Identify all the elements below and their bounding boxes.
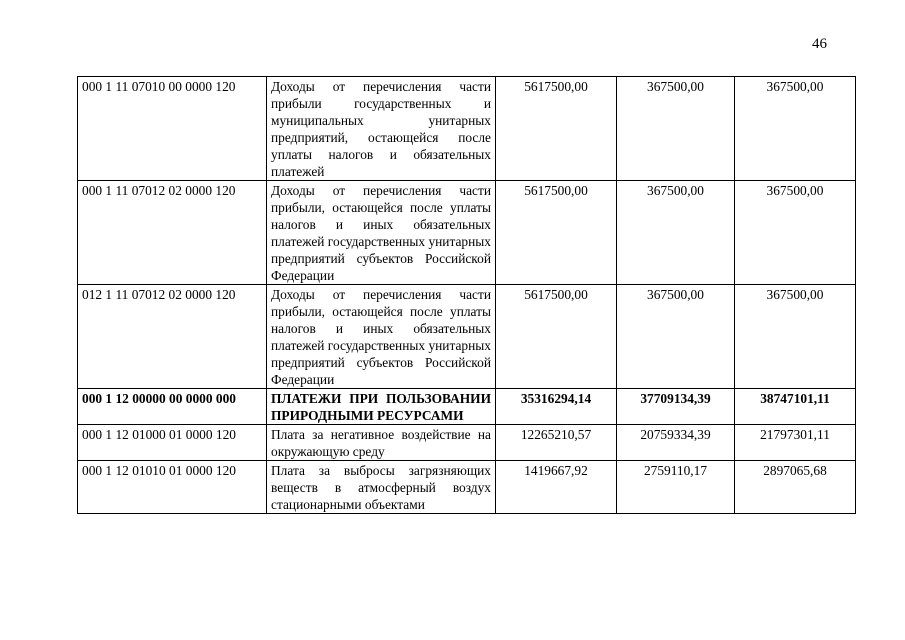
amount-year-3: 38747101,11 xyxy=(735,389,856,425)
amount-year-3: 367500,00 xyxy=(735,181,856,285)
budget-table-body xyxy=(78,77,856,514)
budget-classification-code: 012 1 11 07012 02 0000 120 xyxy=(78,285,267,389)
revenue-name: Доходы от перечисления части прибыли, остающейся после уплаты налогов и иных обязательных платежей государственных унитарных предприятий субъектов Российской Федерации xyxy=(267,285,496,389)
budget-revenue-table xyxy=(77,76,856,514)
amount-year-1: 5617500,00 xyxy=(496,181,617,285)
revenue-name: Доходы от перечисления части прибыли государственных и муниципальных унитарных предприятий, остающейся после уплаты налогов и обязательных платежей xyxy=(267,77,496,181)
table-row xyxy=(78,461,856,514)
revenue-name: Доходы от перечисления части прибыли, остающейся после уплаты налогов и иных обязательных платежей государственных унитарных предприятий субъектов Российской Федерации xyxy=(267,181,496,285)
amount-year-1: 5617500,00 xyxy=(496,285,617,389)
amount-year-3: 2897065,68 xyxy=(735,461,856,514)
amount-year-2: 367500,00 xyxy=(617,77,735,181)
amount-year-2: 20759334,39 xyxy=(617,425,735,461)
amount-year-3: 367500,00 xyxy=(735,285,856,389)
amount-year-1: 5617500,00 xyxy=(496,77,617,181)
amount-year-2: 2759110,17 xyxy=(617,461,735,514)
revenue-name: Плата за негативное воздействие на окружающую среду xyxy=(267,425,496,461)
budget-classification-code: 000 1 11 07012 02 0000 120 xyxy=(78,181,267,285)
amount-year-2: 367500,00 xyxy=(617,285,735,389)
amount-year-2: 37709134,39 xyxy=(617,389,735,425)
budget-classification-code: 000 1 12 01010 01 0000 120 xyxy=(78,461,267,514)
table-row xyxy=(78,425,856,461)
amount-year-3: 21797301,11 xyxy=(735,425,856,461)
amount-year-2: 367500,00 xyxy=(617,181,735,285)
budget-classification-code: 000 1 11 07010 00 0000 120 xyxy=(78,77,267,181)
amount-year-1: 35316294,14 xyxy=(496,389,617,425)
amount-year-1: 12265210,57 xyxy=(496,425,617,461)
amount-year-3: 367500,00 xyxy=(735,77,856,181)
budget-classification-code: 000 1 12 01000 01 0000 120 xyxy=(78,425,267,461)
page-number: 46 xyxy=(812,36,827,52)
amount-year-1: 1419667,92 xyxy=(496,461,617,514)
table-row xyxy=(78,77,856,181)
revenue-name: Плата за выбросы загрязняющих веществ в атмосферный воздух стационарными объектами xyxy=(267,461,496,514)
budget-classification-code: 000 1 12 00000 00 0000 000 xyxy=(78,389,267,425)
revenue-name: ПЛАТЕЖИ ПРИ ПОЛЬЗОВАНИИ ПРИРОДНЫМИ РЕСУРСАМИ xyxy=(267,389,496,425)
table-row-section-header xyxy=(78,389,856,425)
table-row xyxy=(78,285,856,389)
table-row xyxy=(78,181,856,285)
